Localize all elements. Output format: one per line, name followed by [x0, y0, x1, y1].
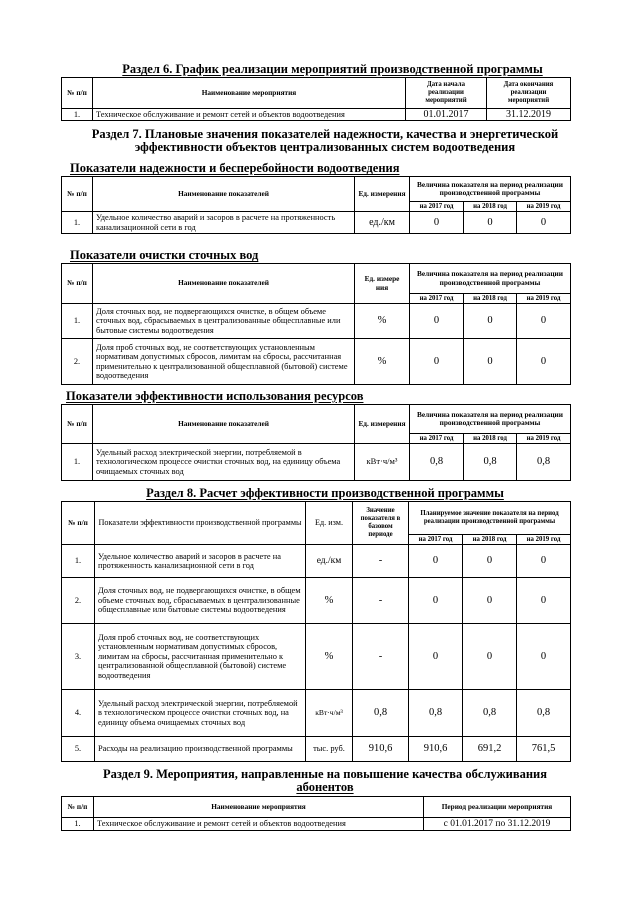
table-header-row: [62, 78, 571, 109]
cell-no: 5.: [62, 737, 95, 762]
header-year-2018: на 2018 год: [464, 294, 517, 304]
reliability-title: Показатели надежности и бесперебойности водоотведения: [70, 161, 400, 175]
cell-value-2017: 0,8: [410, 444, 464, 481]
section-7-title: [60, 128, 590, 154]
header-name: Наименование показателей: [93, 177, 355, 212]
header-value: Величина показателя на период реализации производственной программы: [410, 264, 571, 294]
cell-value-2018: 0: [464, 304, 517, 339]
header-unit: Ед. изм.: [306, 502, 353, 545]
cell-value-2017: 0: [409, 545, 463, 578]
header-base: Значение показателя в базовом периоде: [353, 502, 409, 545]
cell-name: Удельное количество аварий и засоров в расчете на протяженность канализационной сети в год: [93, 212, 355, 234]
header-name: Показатели эффективности производственной программы: [95, 502, 306, 545]
cell-unit: тыс. руб.: [306, 737, 353, 762]
cell-name: Доля проб сточных вод, не соответствующих установленным нормативам допустимых сбросов, лимитам на сбросы, рассчитанная применительно к централизованной общесплавной (бытовой) системе водоотведения: [95, 624, 306, 690]
header-year-2017: на 2017 год: [410, 294, 464, 304]
cell-name: Удельное количество аварий и засоров в расчете на протяженность канализационной сети в год: [95, 545, 306, 578]
header-no: № п/п: [62, 405, 93, 444]
header-plan: Планируемое значение показателя на период реализации производственной программы: [409, 502, 571, 535]
cell-value-2019: 0: [517, 339, 571, 385]
header-name: Наименование мероприятия: [94, 797, 424, 818]
cell-base: -: [353, 545, 409, 578]
header-year-2018: на 2018 год: [464, 202, 517, 212]
table-row: [62, 818, 571, 831]
header-year-2017: на 2017 год: [410, 434, 464, 444]
cell-no: 1.: [62, 818, 94, 831]
cell-value-2019: 0,8: [517, 690, 571, 737]
cell-unit: %: [355, 304, 410, 339]
cell-no: 4.: [62, 690, 95, 737]
table-row: [62, 545, 571, 578]
section-9-table: [61, 796, 571, 831]
cell-name: Доля сточных вод, не подвергающихся очистке, в общем объеме сточных вод, сбрасываемых в централизованные общесплавные или бытовые системы водоотведения: [93, 304, 355, 339]
reliability-table: [61, 176, 571, 234]
header-year-2019: на 2019 год: [517, 202, 571, 212]
cell-value-2018: 691,2: [463, 737, 517, 762]
header-unit: Ед. измере ния: [355, 264, 410, 304]
section-8-table: [61, 501, 571, 762]
header-year-2019: на 2019 год: [517, 294, 571, 304]
section-7-title-line2: эффективности объектов централизованных систем водоотведения: [134, 140, 516, 155]
cell-base: 910,6: [353, 737, 409, 762]
cell-base: -: [353, 578, 409, 624]
cell-unit: %: [306, 624, 353, 690]
table-row: [62, 304, 571, 339]
table-row: [62, 444, 571, 481]
cell-value-2019: 761,5: [517, 737, 571, 762]
header-value: Величина показателя на период реализации производственной программы: [410, 177, 571, 202]
cell-start: 01.01.2017: [406, 109, 487, 121]
cell-no: 1.: [62, 444, 93, 481]
cell-value-2018: 0: [464, 212, 517, 234]
cell-period: с 01.01.2017 по 31.12.2019: [424, 818, 571, 831]
header-year-2017: на 2017 год: [410, 202, 464, 212]
header-unit: Ед. измерения: [355, 405, 410, 444]
cell-value-2018: 0: [463, 545, 517, 578]
cell-unit: ед./км: [306, 545, 353, 578]
section-9-title-line2: абонентов: [296, 780, 354, 795]
cell-value-2017: 0: [409, 578, 463, 624]
header-start-date: Дата начала реализации мероприятий: [406, 78, 487, 109]
table-header-row: [62, 797, 571, 818]
table-row: [62, 212, 571, 234]
header-unit: Ед. измерения: [355, 177, 410, 212]
cell-value-2019: 0: [517, 545, 571, 578]
cell-value-2017: 0: [409, 624, 463, 690]
cell-no: 1.: [62, 545, 95, 578]
cell-value-2017: 0: [410, 304, 464, 339]
section-6-title: Раздел 6. График реализации мероприятий производственной программы: [122, 62, 543, 76]
header-no: № п/п: [62, 502, 95, 545]
cell-value-2019: 0: [517, 624, 571, 690]
table-row: [62, 624, 571, 690]
cell-value-2017: 0: [410, 339, 464, 385]
header-value: Величина показателя на период реализации производственной программы: [410, 405, 571, 434]
cell-unit: ед./км: [355, 212, 410, 234]
cell-unit: кВт·ч/м³: [355, 444, 410, 481]
cell-value-2019: 0: [517, 304, 571, 339]
cell-base: 0,8: [353, 690, 409, 737]
cell-unit: %: [306, 578, 353, 624]
cell-no: 3.: [62, 624, 95, 690]
cell-value-2018: 0,8: [463, 690, 517, 737]
cleaning-table: [61, 263, 571, 385]
cleaning-title: Показатели очистки сточных вод: [70, 248, 259, 262]
header-no: № п/п: [62, 78, 93, 109]
section-9-title-line1: Раздел 9. Мероприятия, направленные на повышение качества обслуживания: [102, 767, 548, 781]
cell-name: Удельный расход электрической энергии, потребляемой в технологическом процессе очистки сточных вод, на единицу объема очищаемых сточных вод: [93, 444, 355, 481]
cell-no: 2.: [62, 578, 95, 624]
section-7-title-line1: Раздел 7. Плановые значения показателей надежности, качества и энергетической: [91, 127, 559, 141]
cell-name: Техническое обслуживание и ремонт сетей и объектов водоотведения: [93, 109, 406, 121]
table-row: [62, 737, 571, 762]
section-8-title: Раздел 8. Расчет эффективности производственной программы: [146, 486, 504, 500]
cell-no: 1.: [62, 212, 93, 234]
cell-name: Доля сточных вод, не подвергающихся очистке, в общем объеме сточных вод, сбрасываемых в централизованные общесплавные или бытовые системы водоотведения: [95, 578, 306, 624]
cell-name: Техническое обслуживание и ремонт сетей и объектов водоотведения: [94, 818, 424, 831]
header-period: Период реализации мероприятия: [424, 797, 571, 818]
header-no: № п/п: [62, 797, 94, 818]
header-year-2018: на 2018 год: [463, 535, 517, 545]
table-row: [62, 690, 571, 737]
header-name: Наименование мероприятия: [93, 78, 406, 109]
cell-value-2019: 0,8: [517, 444, 571, 481]
cell-value-2017: 910,6: [409, 737, 463, 762]
cell-base: -: [353, 624, 409, 690]
cell-name: Доля проб сточных вод, не соответствующих установленным нормативам допустимых сбросов, лимитам на сбросы, рассчитанная применительно к централизованной общесплавной (бытовой) системе водоотведения: [93, 339, 355, 385]
cell-unit: кВт·ч/м³: [306, 690, 353, 737]
header-no: № п/п: [62, 264, 93, 304]
cell-value-2017: 0: [410, 212, 464, 234]
cell-value-2017: 0,8: [409, 690, 463, 737]
cell-unit: %: [355, 339, 410, 385]
header-name: Наименование показателей: [93, 264, 355, 304]
header-name: Наименование показателей: [93, 405, 355, 444]
cell-value-2018: 0: [464, 339, 517, 385]
table-row: [62, 578, 571, 624]
cell-name: Удельный расход электрической энергии, потребляемой в технологическом процессе очистки сточных вод, на единицу объема очищаемых сточных вод: [95, 690, 306, 737]
header-no: № п/п: [62, 177, 93, 212]
cell-value-2018: 0,8: [464, 444, 517, 481]
cell-value-2018: 0: [463, 624, 517, 690]
cell-value-2018: 0: [463, 578, 517, 624]
header-year-2019: на 2019 год: [517, 535, 571, 545]
cell-name: Расходы на реализацию производственной программы: [95, 737, 306, 762]
efficiency-title: Показатели эффективности использования ресурсов: [66, 389, 364, 403]
cell-value-2019: 0: [517, 578, 571, 624]
header-end-date: Дата окончания реализации мероприятий: [487, 78, 571, 109]
header-year-2018: на 2018 год: [464, 434, 517, 444]
section-6-table: [61, 77, 571, 121]
cell-no: 1.: [62, 109, 93, 121]
header-year-2017: на 2017 год: [409, 535, 463, 545]
cell-no: 2.: [62, 339, 93, 385]
cell-no: 1.: [62, 304, 93, 339]
section-9-title: [60, 768, 590, 794]
header-year-2019: на 2019 год: [517, 434, 571, 444]
table-row: [62, 109, 571, 121]
table-row: [62, 339, 571, 385]
cell-end: 31.12.2019: [487, 109, 571, 121]
cell-value-2019: 0: [517, 212, 571, 234]
efficiency-table: [61, 404, 571, 481]
